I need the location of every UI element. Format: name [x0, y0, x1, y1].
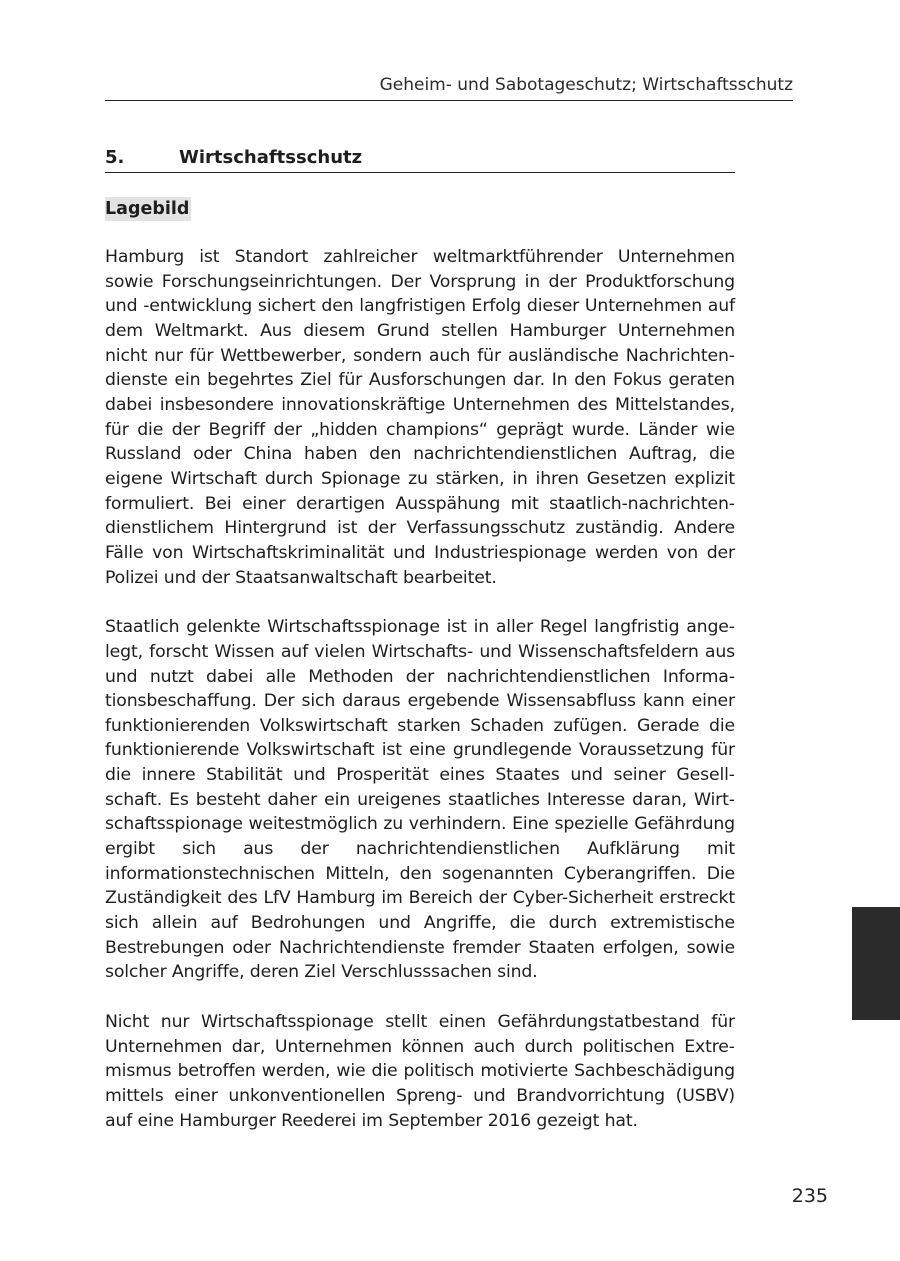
- paragraph-3: Nicht nur Wirtschaftsspionage stellt einen Gefährdungstatbestand für Unternehmen dar, Unternehmen können auch durch politischen Extremismus betroffen werden, wie die politisch motivierte Sachbeschädigung mittels einer unkonventionellen Spreng- und Brandvorrichtung (USBV) auf eine Hamburger Reederei im September 2016 gezeigt hat.: [105, 1012, 735, 1131]
- paragraph-2: Staatlich gelenkte Wirtschaftsspionage ist in aller Regel langfristig angelegt, forscht Wissen auf vielen Wirtschafts- und Wissenschaftsfeldern aus und nutzt dabei alle Methoden der nachrichtendienstlichen Informationsbeschaffung. Der sich daraus ergebende Wissensabfluss kann einer funktionierenden Volkswirtschaft starken Schaden zufügen. Gerade die funktionierende Volkswirtschaft ist eine grundlegende Voraussetzung für die innere Stabilität und Prosperität eines Staates und seiner Gesellschaft. Es besteht daher ein ureigenes staatliches Interesse daran, Wirtschaftsspionage weitestmöglich zu verhindern. Eine spezielle Gefährdung ergibt sich aus der nachrichtendienstlichen Aufklärung mit informationstechnischen Mitteln, den sogenannten Cyberangriffen. Die Zuständigkeit des LfV Hamburg im Bereich der Cyber-Sicherheit erstreckt sich allein auf Bedrohungen und Angriffe, die durch extremistische Bestrebungen oder Nachrichtendienste fremder Staaten erfolgen, sowie solcher Angriffe, deren Ziel Verschlusssachen sind.: [105, 617, 735, 983]
- page-number: 235: [791, 1185, 828, 1207]
- subheading-lagebild: Lagebild: [105, 199, 190, 219]
- body-text: [105, 245, 735, 1158]
- section-number: 5.: [105, 147, 125, 168]
- chapter-thumb-tab: [852, 907, 900, 1020]
- running-header: Geheim- und Sabotageschutz; Wirtschaftsschutz: [105, 74, 793, 101]
- section-title: Wirtschaftsschutz: [179, 147, 363, 168]
- section-heading: [105, 146, 735, 173]
- paragraph-1: Hamburg ist Standort zahlreicher weltmarktführender Unternehmen sowie Forschungseinrichtungen. Der Vorsprung in der Produktforschung und -entwicklung sichert den langfristigen Erfolg dieser Unternehmen auf dem Weltmarkt. Aus diesem Grund stellen Hamburger Unternehmen nicht nur für Wettbewerber, sondern auch für ausländische Nachrichtendienste ein begehrtes Ziel für Ausforschungen dar. In den Fokus geraten dabei insbesondere innovationskräftige Unternehmen des Mittelstandes, für die der Begriff der „hidden champions“ geprägt wurde. Länder wie Russland oder China haben den nachrichtendienstlichen Auftrag, die eigene Wirtschaft durch Spionage zu stärken, in ihren Gesetzen explizit formuliert. Bei einer derartigen Ausspähung mit staatlich-nachrichtendienstlichem Hintergrund ist der Verfassungsschutz zuständig. Andere Fälle von Wirtschaftskriminalität und Industriespionage werden von der Polizei und der Staatsanwaltschaft bearbeitet.: [105, 247, 735, 588]
